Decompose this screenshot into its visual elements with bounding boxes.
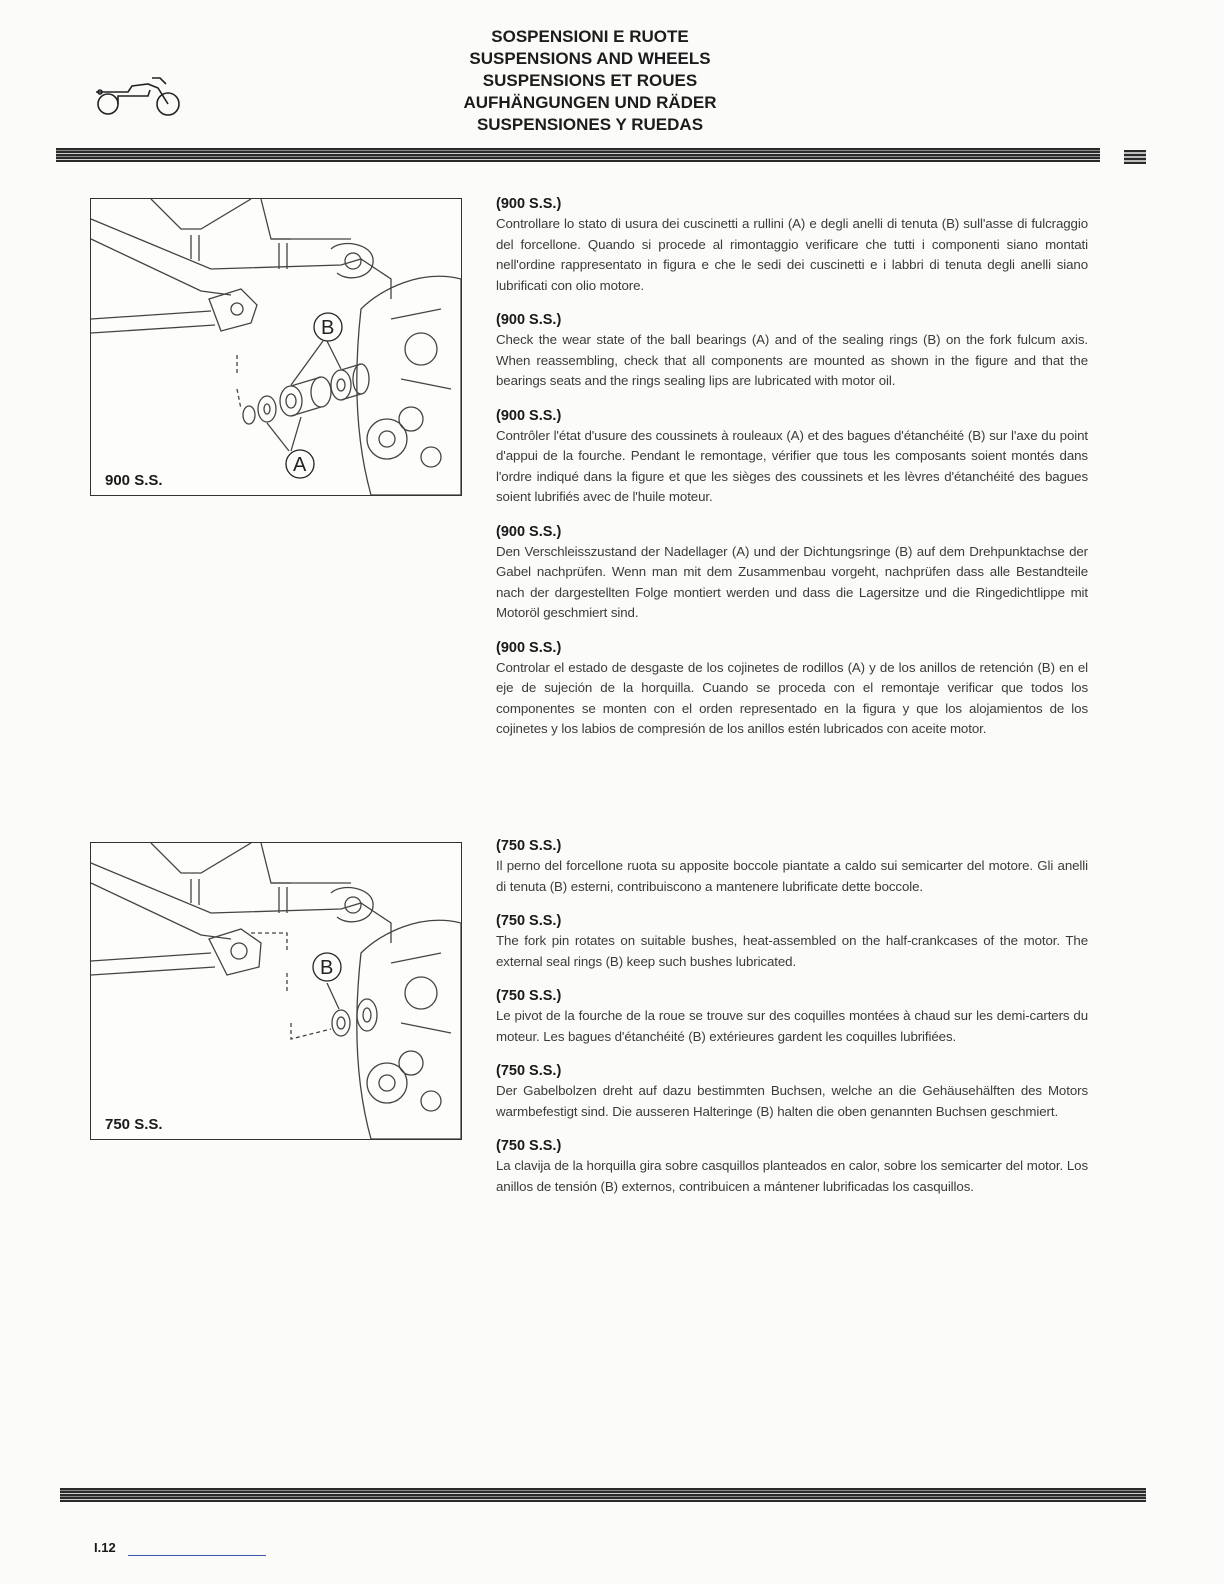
instructions-900ss	[496, 194, 1088, 754]
section-body: Controlar el estado de desgaste de los cojinetes de rodillos (A) y de los anillos de retención (B) en el eje de sujeción de la horquilla. Cuando se proceda con el remontaje verificar que todos los componentes se monten con el orden representado en la figura y que los alojamientos de los cojinetes y los labios de compresión de los anillos estén lubricados con aceite motor.	[496, 659, 1088, 736]
section-english	[496, 911, 1088, 972]
section-french	[496, 986, 1088, 1047]
section-body: Controllare lo stato di usura dei cuscinetti a rullini (A) e degli anelli di tenuta (B) sull'asse di fulcraggio del forcellone. Quando si procede al rimontaggio verificare che tutti i componenti siano montati nell'ordine rappresentato in figura e che le sedi dei cuscinetti e i labbri di tenuta degli anelli siano lubrificati con olio motore.	[496, 216, 1088, 293]
section-italian	[496, 836, 1088, 897]
footer-divider	[60, 1488, 1146, 1502]
section-body: La clavija de la horquilla gira sobre casquillos planteados en calor, sobre los semicarter del motor. Los anillos de tensión (B) externos, contribuicen a mántener lubrificadas los casquillos.	[496, 1158, 1088, 1194]
header-divider	[56, 148, 1100, 162]
motorcycle-wheel-icon	[88, 74, 188, 122]
section-italian	[496, 194, 1088, 296]
section-heading: (750 S.S.)	[496, 913, 562, 929]
callout-b: B	[320, 957, 334, 979]
section-french	[496, 406, 1088, 508]
section-body: Le pivot de la fourche de la roue se trouve sur des coquilles montées à chaud sur les demi-carters du moteur. Les bagues d'étanchéité (B) extérieures gardent les coquilles lubrifiées.	[496, 1008, 1088, 1044]
section-spanish	[496, 1136, 1088, 1197]
section-heading: (750 S.S.)	[496, 988, 562, 1004]
section-heading: (900 S.S.)	[496, 523, 562, 540]
callout-b: B	[321, 317, 335, 339]
section-heading: (900 S.S.)	[496, 407, 562, 424]
page-number-underline	[128, 1555, 266, 1556]
section-body: Il perno del forcellone ruota su apposite boccole piantate a caldo sui semicarter del motore. Gli anelli di tenuta (B) esterni, contribuiscono a mantenere lubrificate dette boccole.	[496, 858, 1088, 894]
section-body: Contrôler l'état d'usure des coussinets à rouleaux (A) et des bagues d'étanchéité (B) sur l'axe du point d'appui de la fourche. Pendant le remontage, vérifier que tous les composants soient montés dans l'ordre indiqué dans la figure et que les sièges des coussinets et les lèvres d'étanchéité des bagues soient lubrifiés avec de l'huile moteur.	[496, 427, 1088, 504]
title-spanish: SUSPENSIONES Y RUEDAS	[476, 115, 704, 134]
section-german	[496, 522, 1088, 624]
section-body: Der Gabelbolzen dreht auf dazu bestimmten Buchsen, welche an die Gehäusehälften des Motors warmbefestigt sind. Die ausseren Halteringe (B) halten die oben genannten Buchsen geschmiert.	[496, 1083, 1088, 1119]
section-heading: (750 S.S.)	[496, 838, 562, 854]
instructions-750ss	[496, 836, 1088, 1211]
section-heading: (750 S.S.)	[496, 1138, 562, 1154]
section-body: The fork pin rotates on suitable bushes, heat-assembled on the half-crankcases of the motor. The external seal rings (B) keep such bushes lubricated.	[496, 933, 1088, 969]
page-title	[400, 26, 780, 136]
header-divider-tab	[1124, 150, 1146, 164]
section-english	[496, 310, 1088, 392]
section-german	[496, 1061, 1088, 1122]
title-italian: SOSPENSIONI E RUOTE	[491, 27, 689, 46]
page-number: I.12	[94, 1540, 116, 1555]
figure-label: 750 S.S.	[105, 1116, 163, 1133]
section-heading: (900 S.S.)	[496, 312, 562, 328]
section-heading: (750 S.S.)	[496, 1063, 562, 1079]
section-heading: (900 S.S.)	[496, 639, 562, 656]
figure-900ss-swingarm	[90, 198, 462, 496]
title-english: SUSPENSIONS AND WHEELS	[469, 49, 711, 68]
section-body: Check the wear state of the ball bearings (A) and of the sealing rings (B) on the fork fulcum axis. When reassembling, check that all components are mounted as shown in the figure and that the bearings seats and the rings sealing lips are lubricated with motor oil.	[496, 332, 1088, 388]
callout-a: A	[293, 454, 307, 476]
figure-label: 900 S.S.	[105, 472, 163, 489]
section-spanish	[496, 638, 1088, 740]
title-german: AUFHÄNGUNGEN UND RÄDER	[463, 93, 717, 112]
section-body: Den Verschleisszustand der Nadellager (A) und der Dichtungsringe (B) auf dem Drehpunktachse der Gabel nachprüfen. Wenn man mit dem Zusammenbau vorgeht, nachprüfen dass alle Bestandteile nach der dargestellten Folge montiert werden und dass die Lagersitze und die Ringedichtlippe mit Motoröl geschmiert sind.	[496, 543, 1088, 620]
figure-750ss-swingarm	[90, 842, 462, 1140]
title-french: SUSPENSIONS ET ROUES	[482, 71, 698, 90]
section-heading: (900 S.S.)	[496, 196, 562, 212]
